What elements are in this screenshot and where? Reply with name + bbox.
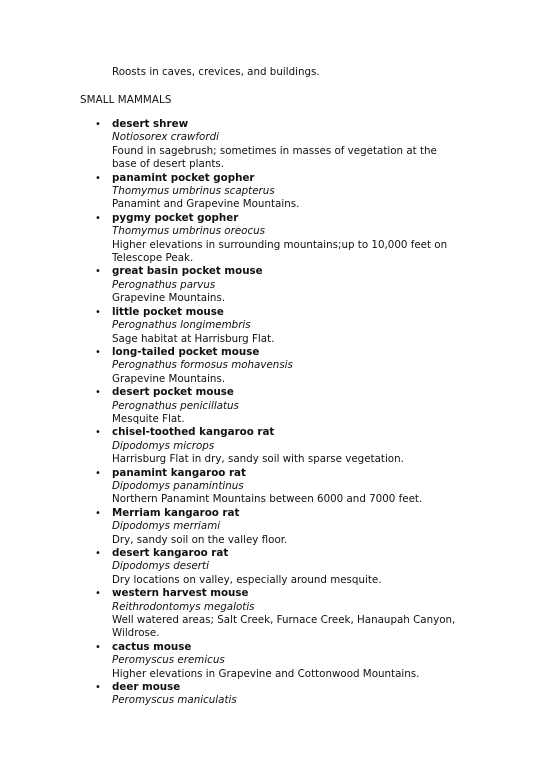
species-common-name: long-tailed pocket mouse — [112, 345, 260, 358]
species-common-name: panamint pocket gopher — [112, 171, 255, 184]
species-common-name: chisel-toothed kangaroo rat — [112, 426, 275, 439]
species-item — [95, 118, 464, 172]
species-description: Higher elevations in surrounding mountains;up to 10,000 feet on Telescope Peak. — [112, 238, 448, 265]
bullet-icon: • — [95, 641, 101, 653]
bullet-icon: • — [95, 266, 101, 278]
bullet-icon: • — [95, 588, 101, 600]
species-common-name: cactus mouse — [112, 640, 192, 653]
species-item — [95, 640, 464, 681]
species-latin-name: Dipodomys merriami — [112, 520, 221, 533]
species-latin-name: Dipodomys panamintinus — [112, 479, 244, 492]
species-latin-name: Peromyscus eremicus — [112, 654, 225, 667]
species-common-name: pygmy pocket gopher — [112, 211, 239, 224]
species-item — [95, 386, 464, 426]
species-item — [95, 345, 464, 386]
species-latin-name: Perognathus parvus — [112, 278, 216, 291]
species-item — [95, 171, 464, 212]
bullet-icon: • — [95, 212, 101, 224]
bullet-icon: • — [95, 387, 101, 399]
species-item — [95, 466, 464, 507]
bullet-icon: • — [95, 507, 101, 519]
species-item — [95, 681, 464, 708]
species-common-name: desert kangaroo rat — [112, 547, 229, 559]
species-description: Dry, sandy soil on the valley floor. — [112, 533, 288, 546]
species-latin-name: Reithrodontomys megalotis — [112, 600, 255, 613]
species-description: Grapevine Mountains. — [112, 372, 226, 385]
species-description: Panamint and Grapevine Mountains. — [112, 198, 300, 211]
species-item — [95, 211, 464, 266]
bullet-icon: • — [95, 172, 101, 184]
species-common-name: great basin pocket mouse — [112, 265, 263, 278]
bullet-icon: • — [95, 682, 101, 694]
species-common-name: little pocket mouse — [112, 305, 224, 318]
species-item — [95, 587, 464, 641]
species-description: Found in sagebrush; sometimes in masses of vegetation at the base of desert plants. — [112, 144, 437, 171]
species-common-name: desert shrew — [112, 118, 189, 130]
species-latin-name: Notiosorex crawfordi — [112, 131, 219, 144]
species-common-name: panamint kangaroo rat — [112, 466, 246, 479]
species-description: Well watered areas; Salt Creek, Furnace Creek, Hanaupah Canyon, Wildrose. — [112, 614, 456, 640]
species-description: Higher elevations in Grapevine and Cottonwood Mountains. — [112, 667, 420, 680]
bullet-icon: • — [95, 548, 101, 559]
species-latin-name: Dipodomys microps — [112, 439, 215, 452]
bullet-icon: • — [95, 119, 101, 130]
species-latin-name: Perognathus longimembris — [112, 319, 251, 332]
bullet-icon: • — [95, 467, 101, 479]
species-description: Northern Panamint Mountains between 6000 and 7000 feet. — [112, 493, 423, 506]
species-item — [95, 506, 464, 547]
intro-text: Roosts in caves, crevices, and buildings. — [112, 66, 320, 78]
species-common-name: deer mouse — [112, 681, 181, 694]
species-common-name: desert pocket mouse — [112, 386, 234, 399]
species-latin-name: Dipodomys deserti — [112, 560, 209, 573]
bullet-icon: • — [95, 306, 101, 318]
species-description: Dry locations on valley, especially around mesquite. — [112, 573, 382, 586]
species-item — [95, 547, 464, 587]
bullet-icon: • — [95, 427, 101, 439]
species-latin-name: Peromyscus maniculatis — [112, 694, 237, 707]
section-title: SMALL MAMMALS — [80, 94, 172, 106]
species-item — [95, 426, 464, 466]
species-description: Mesquite Flat. — [112, 412, 185, 425]
species-common-name: western harvest mouse — [112, 587, 249, 600]
species-common-name: Merriam kangaroo rat — [112, 506, 240, 519]
species-latin-name: Perognathus penicillatus — [112, 399, 239, 412]
species-description: Harrisburg Flat in dry, sandy soil with sparse vegetation. — [112, 453, 404, 466]
species-latin-name: Perognathus formosus mohavensis — [112, 359, 293, 372]
species-latin-name: Thomymus umbrinus oreocus — [112, 225, 266, 238]
species-description: Grapevine Mountains. — [112, 292, 226, 305]
species-item — [95, 305, 464, 346]
species-latin-name: Thomymus umbrinus scapterus — [112, 185, 275, 198]
species-description: Sage habitat at Harrisburg Flat. — [112, 332, 275, 345]
species-item — [95, 265, 464, 305]
species-list — [95, 118, 464, 708]
bullet-icon: • — [95, 346, 101, 358]
